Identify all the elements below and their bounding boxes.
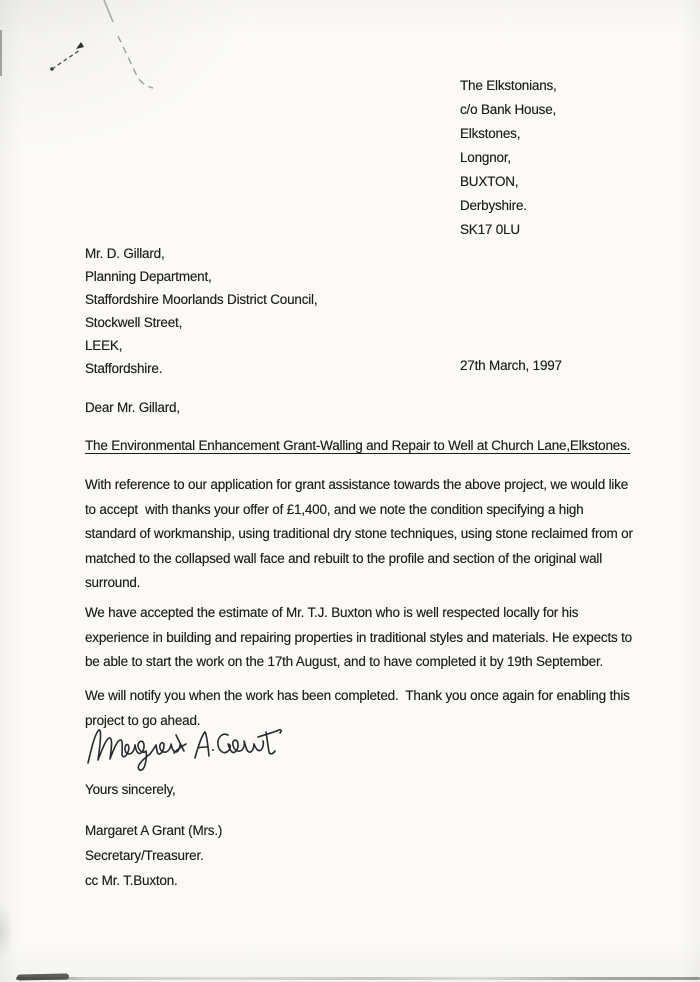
paragraph-line: We have accepted the estimate of Mr. T.J. Buxton who is well respected locally for his <box>85 605 579 620</box>
scan-smudge <box>0 903 14 961</box>
scan-bottom-edge <box>16 977 700 980</box>
recipient-address-line: Stockwell Street, <box>85 315 183 330</box>
closing <box>85 778 176 802</box>
sender-address-line: Derbyshire. <box>460 198 527 213</box>
scan-left-edge <box>0 30 2 76</box>
recipient-address-line: LEEK, <box>85 338 123 353</box>
closing-text: Yours sincerely, <box>85 782 176 797</box>
recipient-address-line: Staffordshire Moorlands District Council, <box>85 292 318 307</box>
sender-address-line: c/o Bank House, <box>460 102 557 117</box>
body-paragraph-1 <box>85 473 633 596</box>
handwritten-signature <box>80 722 290 774</box>
recipient-address-line: Staffordshire. <box>85 361 163 376</box>
recipient-address-line: Planning Department, <box>85 269 212 284</box>
paragraph-line: We will notify you when the work has been completed. Thank you once again for enabling this <box>85 688 630 703</box>
body-paragraph-2 <box>85 601 632 675</box>
paragraph-line: matched to the collapsed wall face and rebuilt to the profile and section of the original wall <box>85 550 603 566</box>
sender-address-line: Longnor, <box>460 150 511 165</box>
paragraph-line: project to go ahead. <box>85 712 201 728</box>
sender-address-line: BUXTON, <box>460 174 519 189</box>
signoff-name: Margaret A Grant (Mrs.) <box>85 823 223 838</box>
recipient-address-block <box>85 242 317 380</box>
crease-mark <box>0 0 220 130</box>
recipient-address-line: Mr. D. Gillard, <box>85 246 165 261</box>
scan-bottom-blob <box>17 973 69 980</box>
sender-address-block <box>460 74 557 242</box>
paragraph-line: With reference to our application for grant assistance towards the above project, we would like <box>85 477 629 492</box>
signoff-block <box>85 818 222 893</box>
paragraph-line: to accept with thanks your offer of £1,400, and we note the condition specifying a high <box>85 501 584 517</box>
subject-line <box>85 434 630 458</box>
sender-address-line: SK17 0LU <box>460 222 520 237</box>
paragraph-line: surround. <box>85 575 141 590</box>
salutation-text: Dear Mr. Gillard, <box>85 400 180 415</box>
salutation <box>85 396 180 420</box>
sender-address-line: Elkstones, <box>460 126 521 141</box>
cc-line: cc Mr. T.Buxton. <box>85 873 178 888</box>
paragraph-line: experience in building and repairing properties in traditional styles and materials. He expects to <box>85 629 632 645</box>
paragraph-line: standard of workmanship, using traditional dry stone techniques, using stone reclaimed from or <box>85 526 633 541</box>
date-text: 27th March, 1997 <box>460 358 562 373</box>
pen-arrow-mark <box>50 42 84 71</box>
paragraph-line: be able to start the work on the 17th August, and to have completed it by 19th September. <box>85 654 604 669</box>
subject-text: The Environmental Enhancement Grant-Walling and Repair to Well at Church Lane,Elkstones. <box>85 438 631 453</box>
letter-date <box>460 354 562 378</box>
signoff-title: Secretary/Treasurer. <box>85 848 204 863</box>
sender-address-line: The Elkstonians, <box>460 78 557 93</box>
